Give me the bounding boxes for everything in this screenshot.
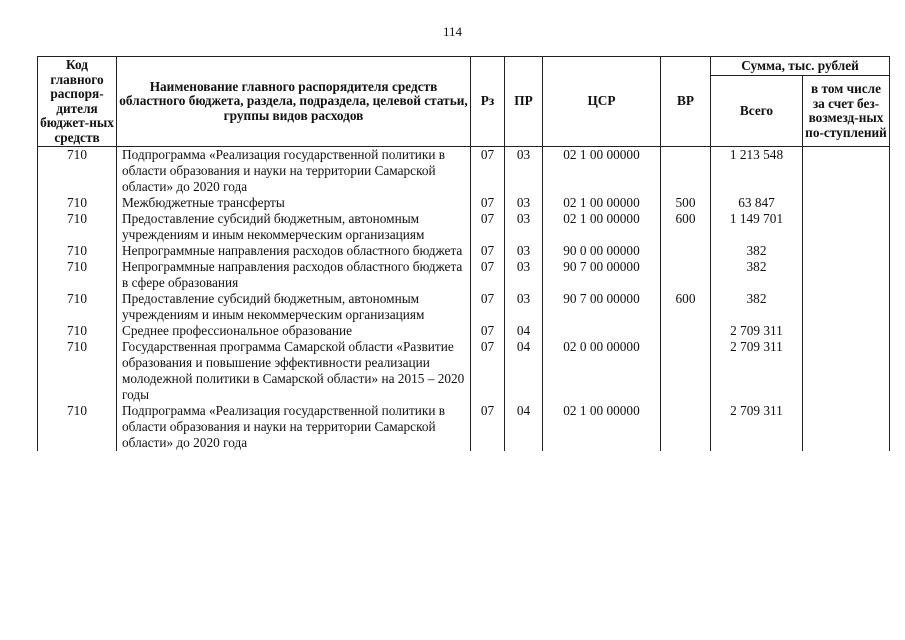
cell-csr — [543, 323, 661, 339]
cell-csr: 90 7 00 00000 — [543, 259, 661, 291]
cell-pr: 04 — [505, 323, 543, 339]
header-pr: ПР — [505, 57, 543, 147]
table-body — [38, 147, 890, 452]
header-name: Наименование главного распорядителя средств областного бюджета, раздела, подраздела, целевой статьи, группы видов расходов — [117, 57, 471, 147]
cell-code: 710 — [38, 195, 117, 211]
header-code: Код главного распоря-дителя бюджет-ных средств — [38, 57, 117, 147]
cell-name: Предоставление субсидий бюджетным, автономным учреждениям и иным некоммерческим организациям — [117, 211, 471, 243]
cell-name: Непрограммные направления расходов областного бюджета в сфере образования — [117, 259, 471, 291]
cell-csr: 02 1 00 00000 — [543, 147, 661, 196]
cell-csr: 02 1 00 00000 — [543, 195, 661, 211]
table-row — [38, 243, 890, 259]
cell-pr: 04 — [505, 339, 543, 403]
cell-rz: 07 — [471, 339, 505, 403]
cell-name: Предоставление субсидий бюджетным, автономным учреждениям и иным некоммерческим организациям — [117, 291, 471, 323]
header-vr: ВР — [661, 57, 711, 147]
cell-csr: 02 1 00 00000 — [543, 211, 661, 243]
cell-gratuitous — [803, 323, 890, 339]
cell-total: 2 709 311 — [711, 323, 803, 339]
table-row — [38, 211, 890, 243]
table-row — [38, 403, 890, 451]
cell-rz: 07 — [471, 403, 505, 451]
cell-total: 382 — [711, 291, 803, 323]
cell-name: Подпрограмма «Реализация государственной политики в области образования и науки на территории Самарской области» до 2020 года — [117, 403, 471, 451]
cell-rz: 07 — [471, 291, 505, 323]
cell-gratuitous — [803, 291, 890, 323]
cell-rz: 07 — [471, 259, 505, 291]
cell-gratuitous — [803, 339, 890, 403]
cell-code: 710 — [38, 147, 117, 196]
cell-vr: 600 — [661, 211, 711, 243]
header-total: Всего — [711, 76, 803, 147]
cell-code: 710 — [38, 211, 117, 243]
cell-vr — [661, 243, 711, 259]
cell-total: 63 847 — [711, 195, 803, 211]
cell-vr — [661, 147, 711, 196]
cell-pr: 03 — [505, 259, 543, 291]
header-csr: ЦСР — [543, 57, 661, 147]
table-row — [38, 291, 890, 323]
cell-vr: 500 — [661, 195, 711, 211]
page-number: 114 — [442, 24, 463, 39]
cell-total: 382 — [711, 259, 803, 291]
cell-gratuitous — [803, 243, 890, 259]
cell-pr: 03 — [505, 211, 543, 243]
table-row — [38, 147, 890, 196]
header-sum-group: Сумма, тыс. рублей — [711, 57, 890, 76]
cell-csr: 02 1 00 00000 — [543, 403, 661, 451]
cell-csr: 90 0 00 00000 — [543, 243, 661, 259]
cell-code: 710 — [38, 259, 117, 291]
cell-code: 710 — [38, 291, 117, 323]
cell-gratuitous — [803, 211, 890, 243]
cell-vr — [661, 259, 711, 291]
cell-pr: 03 — [505, 195, 543, 211]
cell-total: 1 149 701 — [711, 211, 803, 243]
cell-code: 710 — [38, 339, 117, 403]
cell-name: Подпрограмма «Реализация государственной политики в области образования и науки на территории Самарской области» до 2020 года — [117, 147, 471, 196]
cell-name: Государственная программа Самарской области «Развитие образования и повышение эффективности реализации молодежной политики в Самарской области» на 2015 – 2020 годы — [117, 339, 471, 403]
header-rz: Рз — [471, 57, 505, 147]
cell-rz: 07 — [471, 147, 505, 196]
cell-total: 2 709 311 — [711, 403, 803, 451]
table-row — [38, 259, 890, 291]
cell-name: Непрограммные направления расходов областного бюджета — [117, 243, 471, 259]
cell-vr — [661, 339, 711, 403]
cell-pr: 03 — [505, 291, 543, 323]
cell-code: 710 — [38, 243, 117, 259]
cell-rz: 07 — [471, 323, 505, 339]
table-row — [38, 195, 890, 211]
cell-gratuitous — [803, 195, 890, 211]
cell-name: Межбюджетные трансферты — [117, 195, 471, 211]
cell-vr — [661, 403, 711, 451]
table-row — [38, 339, 890, 403]
cell-pr: 04 — [505, 403, 543, 451]
cell-vr — [661, 323, 711, 339]
cell-gratuitous — [803, 147, 890, 196]
cell-pr: 03 — [505, 147, 543, 196]
cell-csr: 02 0 00 00000 — [543, 339, 661, 403]
budget-table — [37, 56, 890, 451]
cell-total: 2 709 311 — [711, 339, 803, 403]
cell-vr: 600 — [661, 291, 711, 323]
header-gratuitous: в том числе за счет без-возмезд-ных по-ступлений — [803, 76, 890, 147]
cell-total: 382 — [711, 243, 803, 259]
cell-gratuitous — [803, 403, 890, 451]
cell-rz: 07 — [471, 211, 505, 243]
cell-pr: 03 — [505, 243, 543, 259]
cell-code: 710 — [38, 323, 117, 339]
cell-rz: 07 — [471, 195, 505, 211]
cell-gratuitous — [803, 259, 890, 291]
cell-rz: 07 — [471, 243, 505, 259]
cell-code: 710 — [38, 403, 117, 451]
cell-csr: 90 7 00 00000 — [543, 291, 661, 323]
table-row — [38, 323, 890, 339]
cell-total: 1 213 548 — [711, 147, 803, 196]
cell-name: Среднее профессиональное образование — [117, 323, 471, 339]
